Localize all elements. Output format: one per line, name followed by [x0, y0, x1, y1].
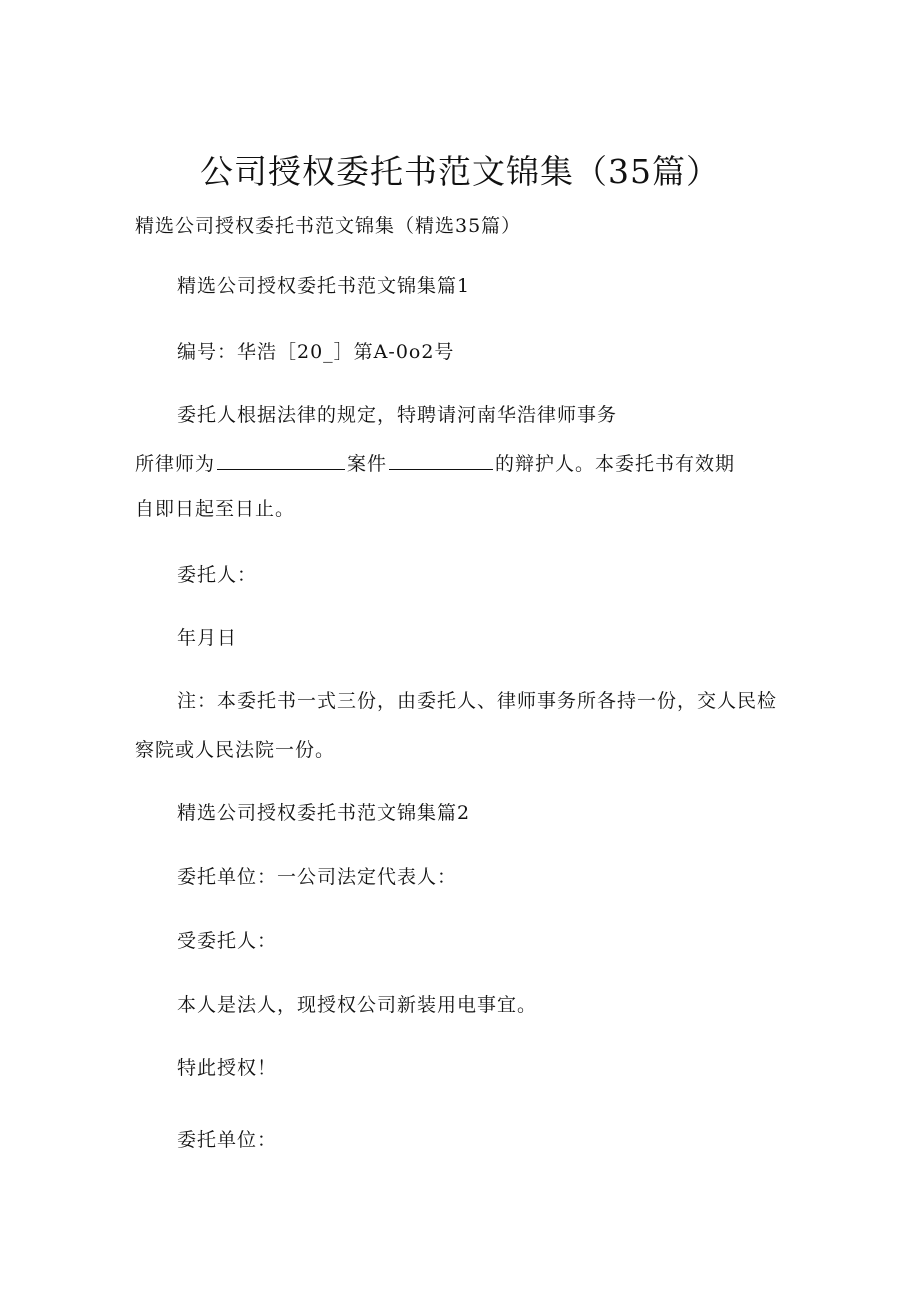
paragraph-text: 的辩护人。本委托书有效期 — [495, 453, 736, 475]
note-line: 察院或人民法院一份。 — [135, 739, 336, 761]
paragraph-line: 委托人根据法律的规定，特聘请河南华浩律师事务 — [177, 404, 618, 426]
document-number: 编号：华浩［20_］第A-0o2号 — [177, 341, 455, 363]
fill-in-blank — [389, 453, 493, 470]
paragraph-text: 案件 — [347, 453, 388, 475]
authorization-statement: 本人是法人，现授权公司新装用电事宜。 — [177, 994, 538, 1016]
date-label: 年月日 — [177, 627, 238, 649]
document-title: 公司授权委托书范文锦集（35篇） — [200, 152, 720, 191]
section2-heading: 精选公司授权委托书范文锦集篇2 — [177, 802, 471, 824]
paragraph-line: 自即日起至日止。 — [135, 498, 296, 520]
note-line: 注：本委托书一式三份，由委托人、律师事务所各持一份，交人民检 — [177, 690, 778, 712]
section1-heading: 精选公司授权委托书范文锦集篇1 — [177, 275, 471, 297]
fill-in-blank — [217, 453, 345, 470]
unit-representative-label: 委托单位：一公司法定代表人： — [177, 866, 458, 888]
document-subtitle: 精选公司授权委托书范文锦集（精选35篇） — [135, 215, 522, 237]
paragraph-line-with-blanks — [135, 452, 735, 476]
special-authorization: 特此授权！ — [177, 1057, 278, 1079]
unit-label: 委托单位： — [177, 1129, 278, 1151]
paragraph-text: 所律师为 — [135, 453, 216, 475]
agent-label: 受委托人： — [177, 930, 278, 952]
principal-label: 委托人： — [177, 564, 258, 586]
